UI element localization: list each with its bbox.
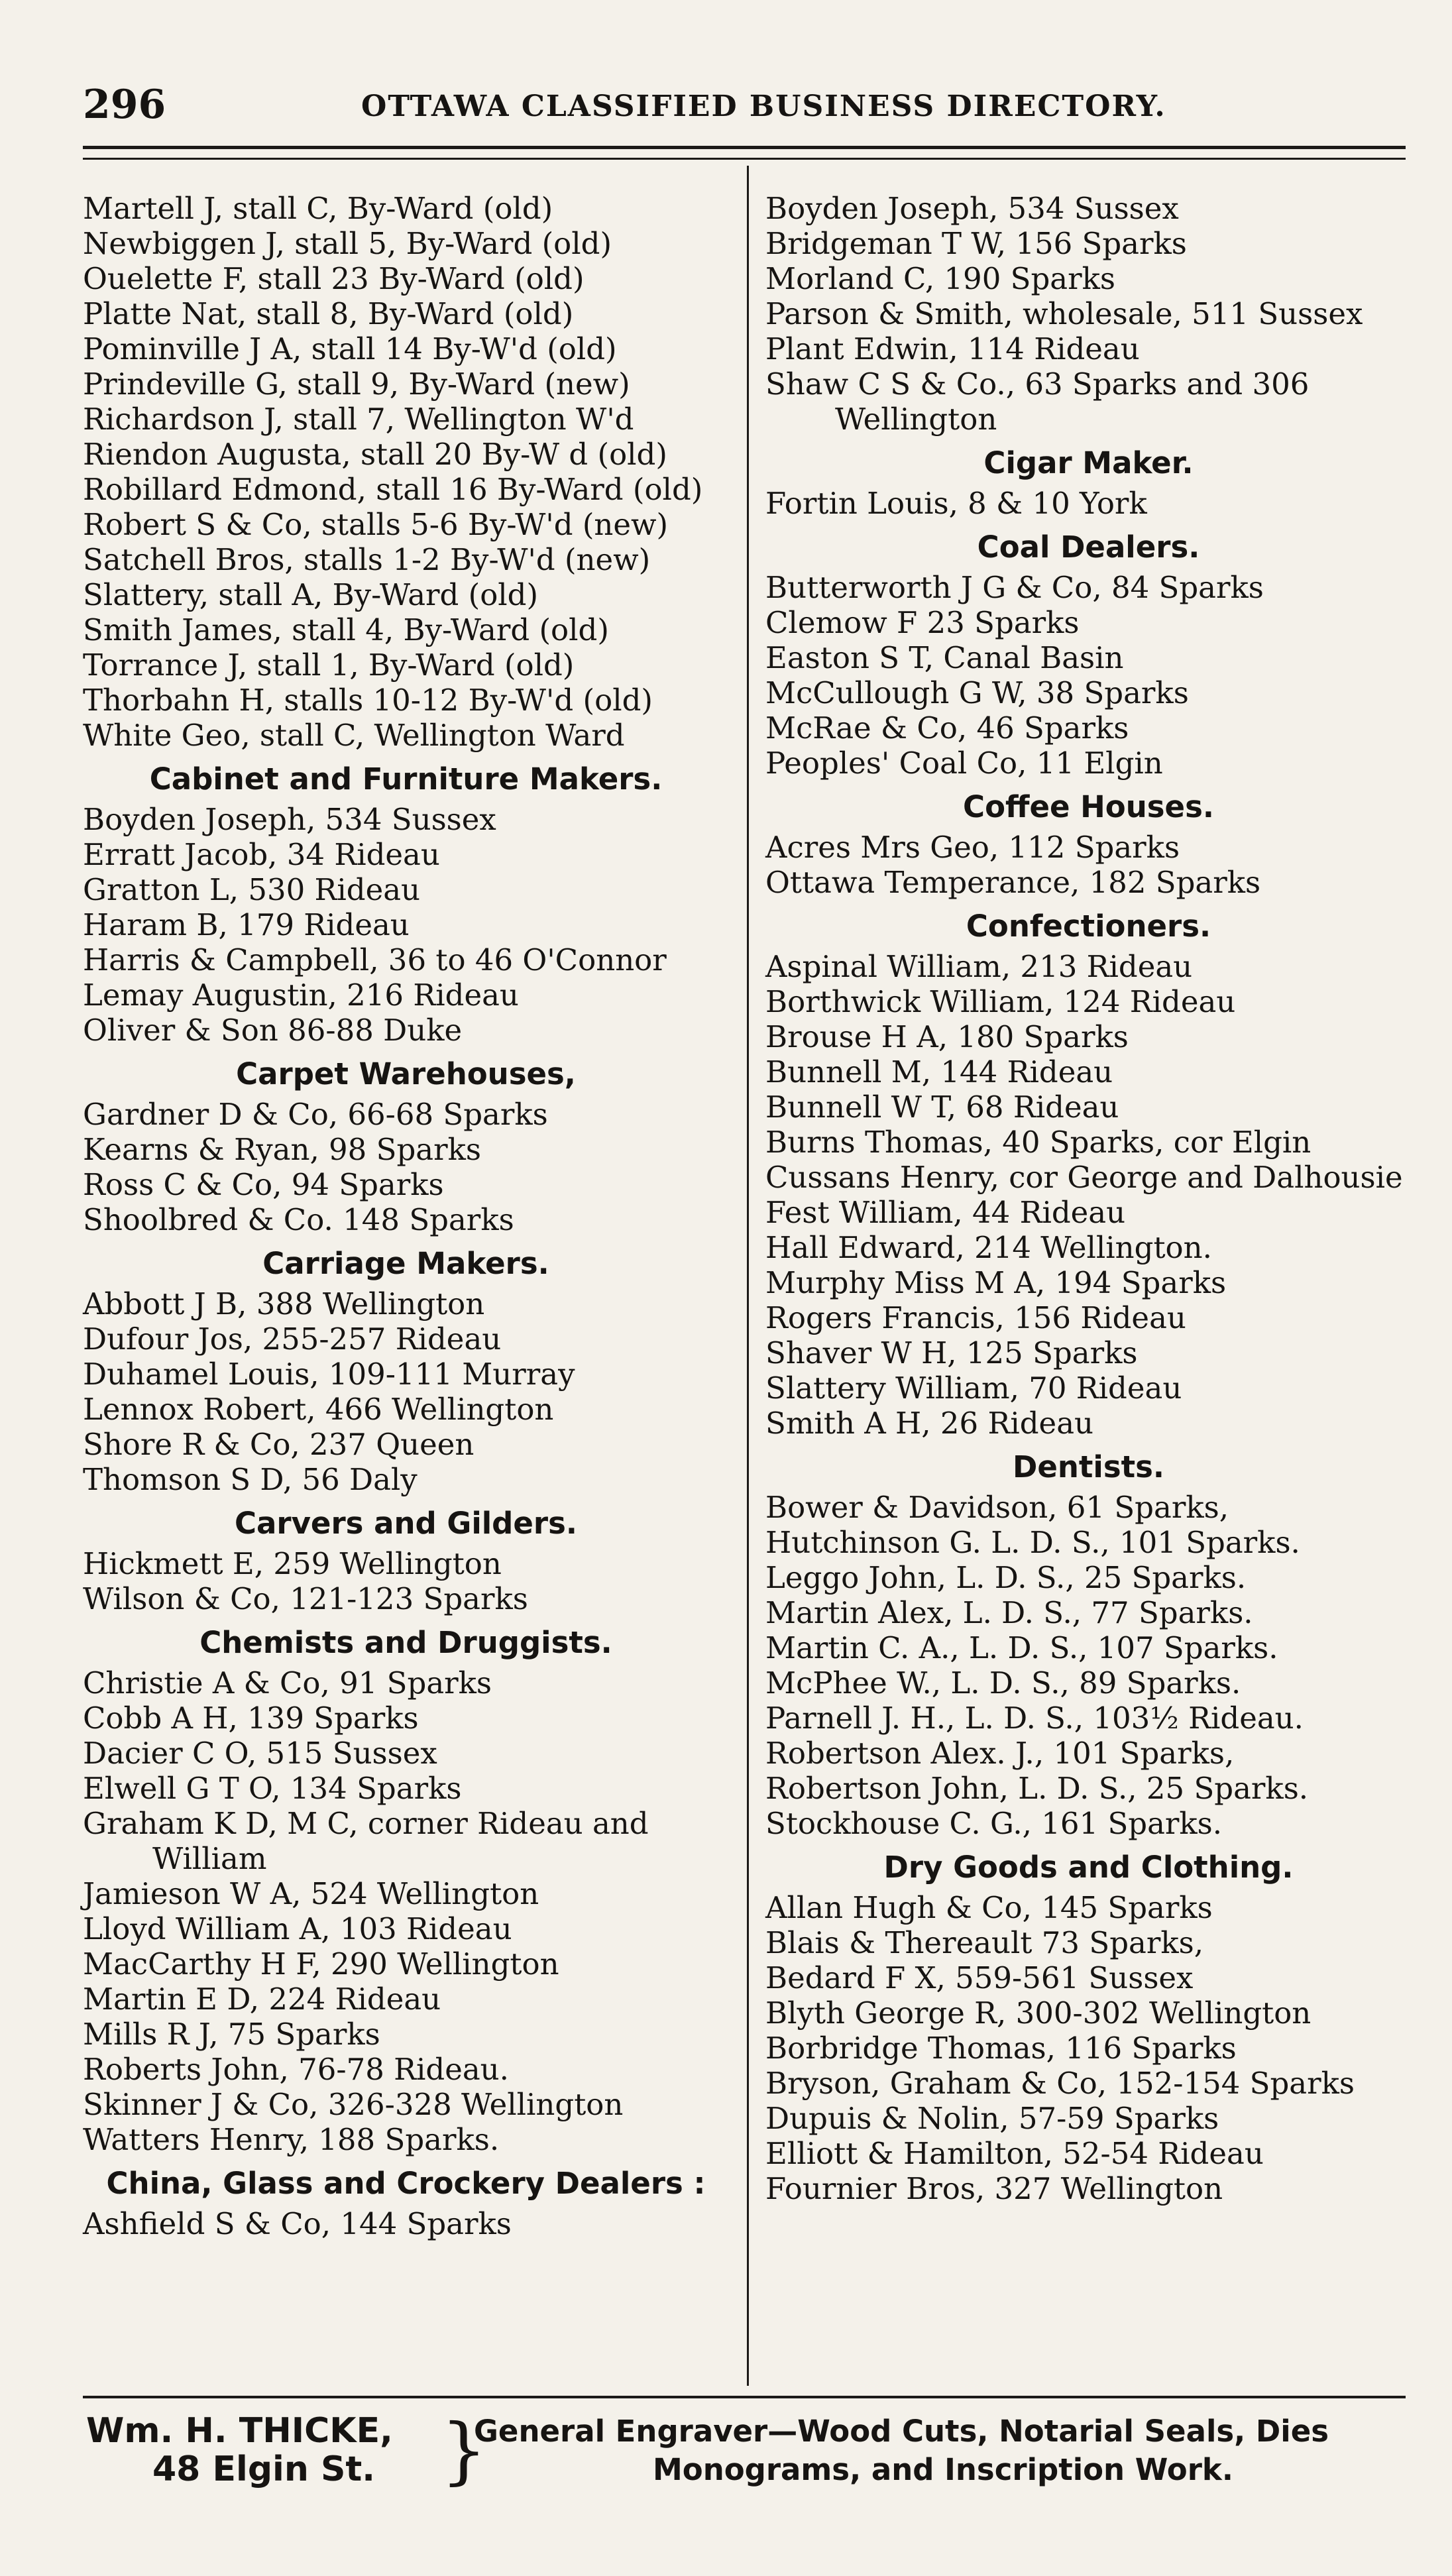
directory-entry: Dacier C O, 515 Sussex bbox=[83, 1736, 437, 1771]
directory-entry: Smith James, stall 4, By-Ward (old) bbox=[83, 612, 609, 647]
directory-entry: Parson & Smith, wholesale, 511 Sussex bbox=[765, 296, 1363, 331]
section-heading: Coal Dealers. bbox=[977, 530, 1200, 565]
directory-entry: Fournier Bros, 327 Wellington bbox=[765, 2171, 1223, 2206]
directory-entry: Gratton L, 530 Rideau bbox=[83, 872, 421, 907]
directory-entry: Martin E D, 224 Rideau bbox=[83, 1982, 441, 2017]
directory-entry: Thomson S D, 56 Daly bbox=[83, 1462, 418, 1497]
directory-entry: Smith A H, 26 Rideau bbox=[765, 1406, 1093, 1441]
directory-entry: Ottawa Temperance, 182 Sparks bbox=[765, 865, 1261, 900]
directory-entry: Lennox Robert, 466 Wellington bbox=[83, 1392, 554, 1427]
header-rule-thick bbox=[83, 146, 1406, 149]
section-heading: Chemists and Druggists. bbox=[199, 1625, 612, 1660]
section-heading: Carriage Makers. bbox=[262, 1246, 549, 1281]
directory-entry: Hickmett E, 259 Wellington bbox=[83, 1546, 502, 1581]
footer-brace: } bbox=[441, 2408, 487, 2492]
directory-entry: Prindeville G, stall 9, By-Ward (new) bbox=[83, 366, 630, 402]
directory-entry: Rogers Francis, 156 Rideau bbox=[765, 1300, 1186, 1335]
directory-entry: Erratt Jacob, 34 Rideau bbox=[83, 837, 440, 872]
left-column bbox=[83, 191, 729, 2241]
directory-entry: Dupuis & Nolin, 57-59 Sparks bbox=[765, 2101, 1219, 2136]
section-heading: Cigar Maker. bbox=[983, 445, 1194, 480]
directory-entry: Ashfield S & Co, 144 Sparks bbox=[83, 2206, 512, 2241]
directory-entry: Satchell Bros, stalls 1-2 By-W'd (new) bbox=[83, 542, 651, 577]
directory-entry: Robert S & Co, stalls 5-6 By-W'd (new) bbox=[83, 507, 669, 542]
directory-entry: Slattery William, 70 Rideau bbox=[765, 1371, 1182, 1406]
directory-entry: Fortin Louis, 8 & 10 York bbox=[765, 486, 1147, 521]
directory-entry: Kearns & Ryan, 98 Sparks bbox=[83, 1132, 481, 1167]
directory-entry: Lloyd William A, 103 Rideau bbox=[83, 1911, 512, 1946]
directory-entry: Butterworth J G & Co, 84 Sparks bbox=[765, 570, 1264, 605]
directory-entry: Acres Mrs Geo, 112 Sparks bbox=[765, 830, 1180, 865]
directory-entry: Martin C. A., L. D. S., 107 Sparks. bbox=[765, 1630, 1278, 1665]
directory-entry: Borthwick William, 124 Rideau bbox=[765, 984, 1236, 1019]
directory-entry: Aspinal William, 213 Rideau bbox=[765, 949, 1193, 984]
right-column bbox=[765, 191, 1412, 2206]
directory-entry: McCullough G W, 38 Sparks bbox=[765, 675, 1189, 710]
directory-entry: Jamieson W A, 524 Wellington bbox=[83, 1876, 539, 1911]
section-heading: Coffee Houses. bbox=[963, 789, 1214, 824]
directory-entry: Skinner J & Co, 326-328 Wellington bbox=[83, 2087, 624, 2122]
directory-entry: Wilson & Co, 121-123 Sparks bbox=[83, 1581, 528, 1616]
section-heading: Dry Goods and Clothing. bbox=[883, 1850, 1294, 1885]
directory-entry: Bunnell M, 144 Rideau bbox=[765, 1054, 1113, 1090]
advertisement-footer bbox=[83, 2408, 1406, 2505]
directory-entry: Graham K D, M C, corner Rideau and William bbox=[83, 1806, 649, 1876]
advertiser-name: Wm. H. THICKE, bbox=[86, 2411, 393, 2451]
directory-entry: Blyth George R, 300-302 Wellington bbox=[765, 1995, 1312, 2031]
directory-entry: Boyden Joseph, 534 Sussex bbox=[765, 191, 1179, 226]
directory-entry: Torrance J, stall 1, By-Ward (old) bbox=[83, 647, 575, 683]
directory-entry: Elwell G T O, 134 Sparks bbox=[83, 1771, 462, 1806]
directory-entry: Boyden Joseph, 534 Sussex bbox=[83, 802, 496, 837]
directory-entry: Dufour Jos, 255-257 Rideau bbox=[83, 1321, 502, 1357]
section-heading: China, Glass and Crockery Dealers : bbox=[106, 2166, 706, 2201]
directory-entry: White Geo, stall C, Wellington Ward bbox=[83, 718, 625, 753]
section-heading: Confectioners. bbox=[966, 909, 1211, 944]
directory-entry: Shaver W H, 125 Sparks bbox=[765, 1335, 1138, 1371]
running-title: OTTAWA CLASSIFIED BUSINESS DIRECTORY. bbox=[361, 89, 1166, 123]
directory-entry: Morland C, 190 Sparks bbox=[765, 261, 1115, 296]
directory-entry: Martin Alex, L. D. S., 77 Sparks. bbox=[765, 1595, 1253, 1630]
directory-entry: Parnell J. H., L. D. S., 103½ Rideau. bbox=[765, 1701, 1304, 1736]
directory-entry: Cobb A H, 139 Sparks bbox=[83, 1701, 419, 1736]
directory-entry: Clemow F 23 Sparks bbox=[765, 605, 1080, 640]
directory-entry: Lemay Augustin, 216 Rideau bbox=[83, 978, 519, 1013]
directory-entry: Bedard F X, 559-561 Sussex bbox=[765, 1960, 1194, 1995]
directory-entry: Richardson J, stall 7, Wellington W'd bbox=[83, 402, 634, 437]
directory-entry: Ouelette F, stall 23 By-Ward (old) bbox=[83, 261, 585, 296]
directory-entry: Slattery, stall A, By-Ward (old) bbox=[83, 577, 539, 612]
directory-entry: Blais & Thereault 73 Sparks, bbox=[765, 1925, 1204, 1960]
directory-entry: Bower & Davidson, 61 Sparks, bbox=[765, 1490, 1229, 1525]
directory-entry: Hall Edward, 214 Wellington. bbox=[765, 1230, 1212, 1265]
directory-entry: McRae & Co, 46 Sparks bbox=[765, 710, 1129, 746]
advertised-services bbox=[474, 2412, 1329, 2489]
header-rule-thin bbox=[83, 158, 1406, 160]
directory-entry: Haram B, 179 Rideau bbox=[83, 907, 410, 942]
directory-entry: Bunnell W T, 68 Rideau bbox=[765, 1090, 1119, 1125]
directory-entry: Bridgeman T W, 156 Sparks bbox=[765, 226, 1187, 261]
section-heading: Carpet Warehouses, bbox=[236, 1056, 576, 1092]
directory-entry: Watters Henry, 188 Sparks. bbox=[83, 2122, 500, 2157]
directory-entry: Plant Edwin, 114 Rideau bbox=[765, 331, 1140, 366]
directory-entry: McPhee W., L. D. S., 89 Sparks. bbox=[765, 1665, 1241, 1701]
directory-entry: Robertson Alex. J., 101 Sparks, bbox=[765, 1736, 1235, 1771]
directory-entry: Ross C & Co, 94 Sparks bbox=[83, 1167, 444, 1202]
directory-entry: MacCarthy H F, 290 Wellington bbox=[83, 1946, 559, 1982]
directory-entry: Roberts John, 76-78 Rideau. bbox=[83, 2052, 509, 2087]
directory-entry: Allan Hugh & Co, 145 Sparks bbox=[765, 1890, 1213, 1925]
directory-entry: Fest William, 44 Rideau bbox=[765, 1195, 1126, 1230]
directory-entry: Riendon Augusta, stall 20 By-W d (old) bbox=[83, 437, 667, 472]
services-line-1: General Engraver—Wood Cuts, Notarial Seals, Dies bbox=[474, 2414, 1329, 2449]
services-line-2: Monograms, and Inscription Work. bbox=[653, 2452, 1233, 2487]
directory-entry: Mills R J, 75 Sparks bbox=[83, 2017, 380, 2052]
directory-entry: Harris & Campbell, 36 to 46 O'Connor bbox=[83, 942, 667, 978]
directory-entry: Shore R & Co, 237 Queen bbox=[83, 1427, 475, 1462]
directory-entry: Oliver & Son 86-88 Duke bbox=[83, 1013, 463, 1048]
directory-entry: Cussans Henry, cor George and Dalhousie bbox=[765, 1160, 1403, 1195]
section-heading: Carvers and Gilders. bbox=[235, 1506, 577, 1541]
directory-entry: Robillard Edmond, stall 16 By-Ward (old) bbox=[83, 472, 703, 507]
directory-entry: Abbott J B, 388 Wellington bbox=[83, 1286, 485, 1321]
directory-entry: Pominville J A, stall 14 By-W'd (old) bbox=[83, 331, 617, 366]
page-number: 296 bbox=[83, 82, 166, 128]
section-heading: Dentists. bbox=[1012, 1449, 1165, 1484]
directory-entry: Newbiggen J, stall 5, By-Ward (old) bbox=[83, 226, 612, 261]
footer-rule bbox=[83, 2396, 1406, 2398]
directory-entry: Bryson, Graham & Co, 152-154 Sparks bbox=[765, 2066, 1355, 2101]
directory-entry: Thorbahn H, stalls 10-12 By-W'd (old) bbox=[83, 683, 653, 718]
directory-entry: Peoples' Coal Co, 11 Elgin bbox=[765, 746, 1163, 781]
directory-entry: Easton S T, Canal Basin bbox=[765, 640, 1124, 675]
directory-entry: Christie A & Co, 91 Sparks bbox=[83, 1665, 492, 1701]
section-heading: Cabinet and Furniture Makers. bbox=[149, 761, 663, 797]
directory-entry: Shaw C S & Co., 63 Sparks and 306 Wellington bbox=[765, 366, 1310, 437]
directory-entry: Gardner D & Co, 66-68 Sparks bbox=[83, 1097, 548, 1132]
directory-entry: Borbridge Thomas, 116 Sparks bbox=[765, 2031, 1237, 2066]
page-header bbox=[83, 78, 1406, 131]
directory-entry: Robertson John, L. D. S., 25 Sparks. bbox=[765, 1771, 1309, 1806]
directory-entry: Leggo John, L. D. S., 25 Sparks. bbox=[765, 1560, 1247, 1595]
directory-entry: Elliott & Hamilton, 52-54 Rideau bbox=[765, 2136, 1264, 2171]
directory-entry: Duhamel Louis, 109-111 Murray bbox=[83, 1357, 575, 1392]
directory-entry: Burns Thomas, 40 Sparks, cor Elgin bbox=[765, 1125, 1312, 1160]
directory-entry: Shoolbred & Co. 148 Sparks bbox=[83, 1202, 514, 1237]
column-divider bbox=[747, 166, 749, 2386]
directory-entry: Stockhouse C. G., 161 Sparks. bbox=[765, 1806, 1223, 1841]
directory-entry: Brouse H A, 180 Sparks bbox=[765, 1019, 1129, 1054]
directory-entry: Martell J, stall C, By-Ward (old) bbox=[83, 191, 553, 226]
directory-entry: Platte Nat, stall 8, By-Ward (old) bbox=[83, 296, 574, 331]
advertiser-address: 48 Elgin St. bbox=[152, 2449, 376, 2489]
directory-entry: Hutchinson G. L. D. S., 101 Sparks. bbox=[765, 1525, 1300, 1560]
directory-entry: Murphy Miss M A, 194 Sparks bbox=[765, 1265, 1227, 1300]
